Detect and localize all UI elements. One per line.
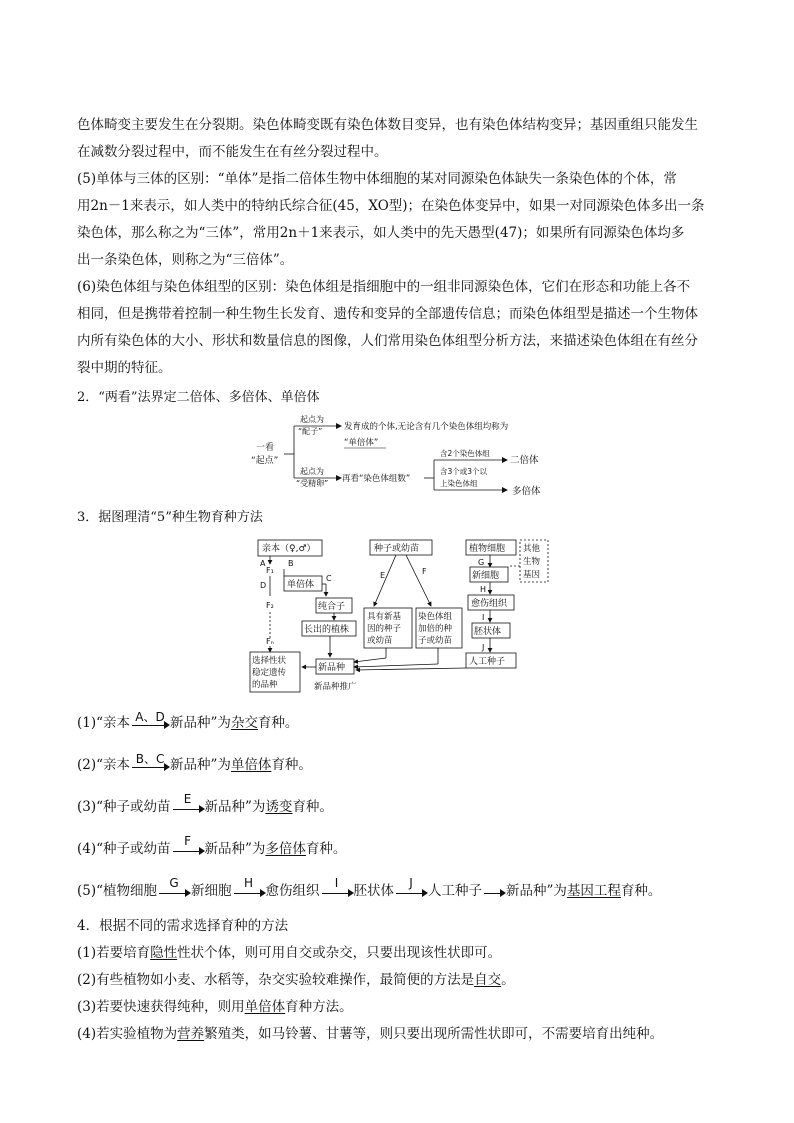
box-poly-l2: 加倍的种: [418, 624, 453, 634]
arrow-label: F: [184, 834, 191, 848]
label-c1end: 二倍体: [510, 455, 539, 466]
arrow-icon: [482, 878, 506, 900]
text-line: 相同，但是携带着控制一种生物生长发育、遗传和变异的全部遗传信息；而染色体组型是描述一个生物体: [77, 306, 698, 322]
box-other-l3: 基因: [523, 570, 541, 580]
method-text: 新品种”为: [170, 757, 231, 773]
method-text: 愈伤组织: [265, 883, 320, 899]
selection-line-2: (2)有些植物如小麦、水稻等，杂交实验较难操作，最简便的方法是自交。: [77, 972, 515, 988]
selection-line-3: (3)若要快速获得纯种，则用单倍体育种方法。: [77, 999, 353, 1015]
selection-line-1: (1)若要培育隐性性状个体，则可用自交或杂交，只要出现该性状即可。: [77, 945, 502, 961]
label-B: B: [288, 559, 294, 568]
arrow-label: G: [169, 876, 179, 890]
box-mut-l2: 因的种子: [367, 624, 402, 634]
answer-underlined: 单倍体: [230, 757, 272, 773]
text-line: 出一条染色体，则称之为“三倍体”。: [77, 252, 294, 268]
arrow-label: A、D: [135, 710, 165, 724]
label-c2b: 上染色体组: [440, 479, 478, 488]
method-text: 育种。: [620, 883, 662, 899]
text-line: 染色体，那么称之为“三体”，常用2n＋1来表示，如人类中的先天愚型(47)；如果所有同源染色体均多: [77, 225, 685, 241]
text-line: (5)单体与三体的区别：“单体”是指二倍体生物中体细胞的某对同源染色体缺失一条染色体的个体，常: [77, 171, 677, 187]
box-newcell: 新细胞: [472, 571, 500, 581]
label-b2a: 起点为: [300, 467, 324, 476]
text-line: (6)染色体组与染色体组型的区别：染色体组是指细胞中的一组非同源染色体，它们在形态和功能上各不: [77, 279, 691, 295]
selection-line-4: (4)若实验植物为营养繁殖类，如马铃薯、甘薯等，则只要出现所需性状即可，不需要培育出纯种。: [77, 1026, 664, 1042]
arrow-label: B、C: [135, 752, 165, 766]
box-artseed: 人工种子: [469, 657, 506, 667]
answer-underlined: 基因工程: [566, 883, 621, 899]
box-select-l1: 选择性状: [252, 656, 287, 666]
method-text: 育种。: [292, 799, 333, 815]
label-F2: F₂: [266, 601, 274, 610]
method-text: 育种。: [271, 757, 312, 773]
box-poly-l3: 子或幼苗: [418, 636, 453, 646]
box-parent: 亲本（♀,♂）: [262, 544, 316, 554]
arrow-icon: [130, 752, 170, 774]
box-select-l2: 稳定遗传: [252, 668, 287, 678]
box-haploid: 单倍体: [287, 580, 315, 590]
method-text: 新细胞: [191, 883, 232, 899]
method-text: 胚状体: [353, 883, 395, 899]
label-qidian: “起点”: [251, 456, 279, 466]
box-mut-l1: 具有新基: [367, 612, 402, 622]
arrow-label: I: [334, 876, 339, 890]
method-line-2: [77, 752, 312, 774]
breeding-diagram: [246, 536, 558, 696]
arrow-icon: [157, 878, 191, 900]
label-A: A: [260, 559, 266, 568]
arrow-icon: [394, 878, 428, 900]
answer-underlined: 诱变: [265, 799, 293, 815]
arrow-icon: [320, 878, 354, 900]
text-line: 裂中期的特征。: [77, 360, 172, 376]
label-F: F: [422, 567, 427, 576]
label-b1b: “配子”: [298, 427, 323, 436]
method-text: 新品种”为: [204, 799, 266, 815]
label-Fn: Fₙ: [266, 637, 274, 646]
label-b2res: 再看“染色体组数”: [342, 474, 411, 484]
method-text: 育种。: [305, 841, 347, 857]
section-heading: 4．根据不同的需求选择育种的方法: [77, 918, 289, 934]
arrow-label: H: [244, 876, 254, 890]
method-text: 育种。: [257, 715, 299, 731]
box-newvar: 新品种: [318, 663, 346, 673]
label-G: G: [478, 558, 485, 567]
answer-underlined: 营养: [177, 1026, 205, 1042]
arrow-icon: [130, 710, 170, 732]
arrow-icon: [171, 794, 205, 816]
label-C: C: [326, 574, 332, 583]
ploidy-diagram: [240, 408, 560, 500]
answer-underlined: 隐性: [150, 945, 178, 961]
method-line-3: [77, 794, 333, 816]
box-poly-l1: 染色体组: [418, 612, 453, 622]
label-J: J: [482, 643, 485, 652]
arrow-icon: [171, 836, 205, 858]
label-I: I: [482, 613, 485, 622]
text-line: 内所有染色体的大小、形状和数量信息的图像，人们常用染色体组型分析方法，来描述染色体组在有丝分: [77, 333, 698, 349]
label-F1: F₁: [266, 566, 274, 575]
label-E: E: [380, 571, 386, 580]
answer-underlined: 杂交: [230, 715, 258, 731]
method-text: 人工种子: [428, 883, 483, 899]
label-b1a: 起点为: [300, 415, 324, 424]
method-text: (4)“种子或幼苗: [77, 841, 171, 857]
box-plantcell: 植物细胞: [469, 544, 506, 554]
box-callus: 愈伤组织: [471, 599, 508, 609]
box-seed: 种子或幼苗: [374, 544, 420, 554]
label-c2end: 多倍体: [512, 486, 541, 497]
box-other-l2: 生物: [523, 557, 541, 567]
label-c1: 含2个染色体组: [440, 449, 490, 458]
label-promote: 新品种推广: [314, 682, 357, 692]
box-grown: 长出的植株: [304, 625, 350, 635]
arrow-label: E: [183, 792, 192, 806]
label-b2b: “受精卵”: [296, 479, 329, 488]
label-yikan: 一看: [256, 443, 275, 453]
method-text: (5)“植物细胞: [77, 883, 158, 899]
label-D: D: [260, 581, 267, 590]
method-line-1: [77, 710, 298, 732]
arrow-icon: [232, 878, 266, 900]
answer-underlined: 单倍体: [244, 999, 286, 1015]
arrow-label: J: [409, 876, 413, 890]
section-heading: 2．“两看”法界定二倍体、多倍体、单倍体: [77, 390, 320, 405]
label-b1end: “单倍体”: [344, 438, 379, 448]
answer-underlined: 多倍体: [265, 841, 306, 857]
method-text: 新品种”为: [204, 841, 266, 857]
method-text: (1)“亲本: [77, 715, 131, 731]
text-line: 用2n－1来表示，如人类中的特纳氏综合征(45，XO型)；在染色体变异中，如果一对同源染色体多出一条: [77, 198, 705, 214]
label-c2a: 含3个或3个以: [440, 467, 488, 476]
box-select-l3: 的品种: [252, 680, 278, 690]
box-pure: 纯合子: [318, 602, 346, 612]
method-text: (2)“亲本: [77, 757, 131, 773]
answer-underlined: 自交: [474, 972, 502, 988]
box-embryo: 胚状体: [474, 627, 502, 637]
box-other-l1: 其他: [523, 544, 541, 554]
text-line: 色体畸变主要发生在分裂期。染色体畸变既有染色体数目变异，也有染色体结构变异；基因重组只能发生: [77, 117, 698, 133]
method-text: 新品种”为: [506, 883, 567, 899]
box-mut-l3: 或幼苗: [367, 636, 393, 646]
method-line-4: [77, 836, 346, 858]
label-b1res: 发育成的个体,无论含有几个染色体组均称为: [344, 422, 509, 432]
label-H: H: [480, 585, 487, 594]
section-heading: 3．据图理清“5”种生物育种方法: [77, 510, 263, 525]
text-line: 在减数分裂过程中，而不能发生在有丝分裂过程中。: [77, 144, 388, 160]
method-text: (3)“种子或幼苗: [77, 799, 171, 815]
method-line-5: [77, 878, 661, 900]
method-text: 新品种”为: [170, 715, 231, 731]
